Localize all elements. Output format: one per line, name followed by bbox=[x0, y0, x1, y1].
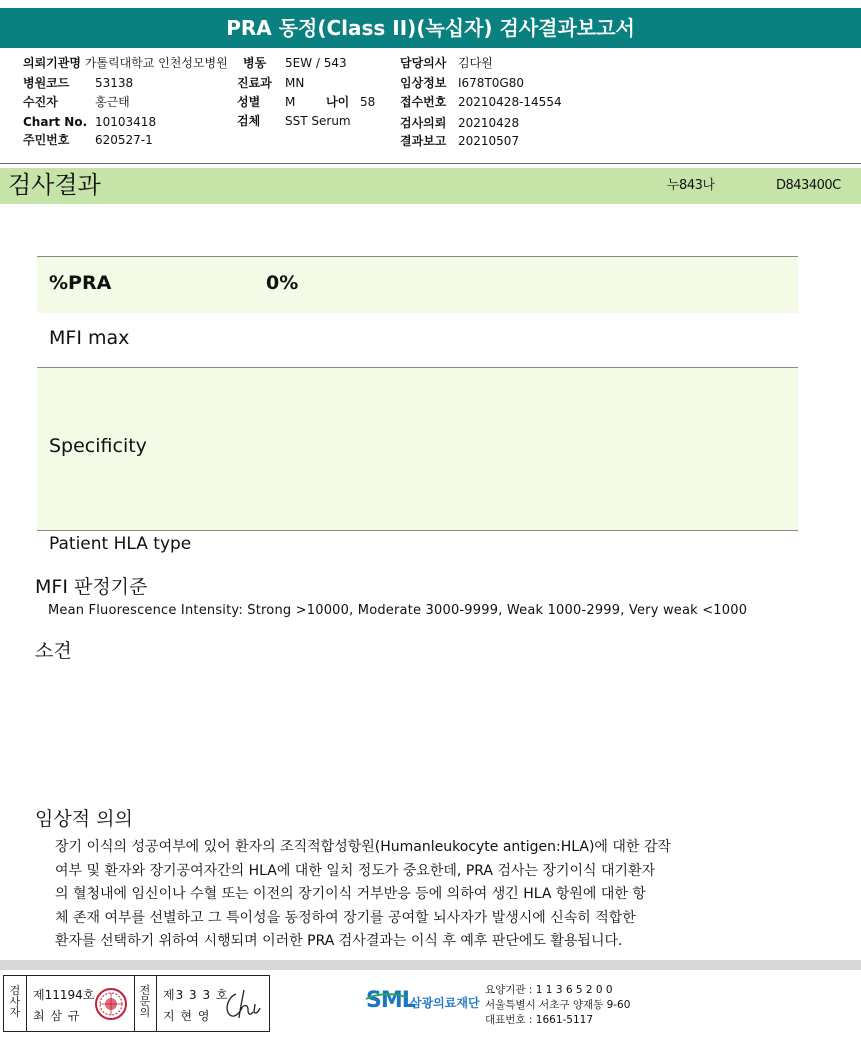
hla-type-label: Patient HLA type bbox=[49, 534, 192, 554]
result-bar bbox=[0, 168, 861, 204]
signature-box bbox=[3, 975, 270, 1032]
mfi-criteria-text: Mean Fluorescence Intensity: Strong >10000, Moderate 3000-9999, Weak 1000-2999, Very weak <1000 bbox=[48, 603, 748, 618]
info-resident-no: 주민번호 620527-1 bbox=[23, 133, 153, 147]
specialist-license-no: 제3 3 3 호 bbox=[163, 988, 229, 1002]
table-row-hla-type bbox=[37, 531, 798, 557]
info-receipt-no: 접수번호 20210428-14554 bbox=[400, 95, 562, 109]
mfi-max-label: MFI max bbox=[49, 327, 130, 349]
org-line-address: 서울특별시 서초구 양재동 9-60 bbox=[485, 999, 631, 1011]
pra-label: %PRA bbox=[49, 272, 112, 294]
footer-band bbox=[0, 960, 861, 970]
sml-swoosh-icon bbox=[364, 986, 408, 994]
header-divider bbox=[0, 163, 861, 164]
examiner-vertical-label: 검 사 자 bbox=[9, 984, 21, 1019]
sml-logo-text: SML bbox=[366, 988, 415, 1013]
result-heading: 검사결과 bbox=[8, 171, 101, 199]
info-patient-name: 수진자 홍근태 bbox=[23, 95, 130, 109]
org-details bbox=[485, 983, 630, 1028]
info-department: 진료과 MN bbox=[237, 76, 305, 90]
clinical-heading: 임상적 의의 bbox=[35, 808, 133, 830]
info-referring-institution: 의뢰기관명 가톨릭대학교 인천성모병원 bbox=[23, 56, 228, 70]
clinical-line: 장기 이식의 성공여부에 있어 환자의 조직적합성항원(Humanleukocyte antigen:HLA)에 대한 감작 bbox=[55, 839, 671, 855]
handwritten-signature bbox=[222, 986, 264, 1022]
pra-value: 0% bbox=[266, 272, 299, 294]
clinical-line: 의 혈청내에 임신이나 수혈 또는 이전의 장기이식 거부반응 등에 의하여 생긴 HLA 항원에 대한 항 bbox=[55, 886, 646, 902]
org-name: 삼광의료재단 bbox=[410, 996, 480, 1010]
specialist-name: 지 현 영 bbox=[163, 1009, 211, 1023]
org-line-phone: 대표번호 : 1661-5117 bbox=[485, 1014, 594, 1026]
table-row-specificity bbox=[37, 368, 798, 531]
info-chart-no: Chart No. 10103418 bbox=[23, 115, 157, 129]
opinion-heading: 소견 bbox=[35, 640, 72, 662]
result-code-2: D843400C bbox=[776, 178, 841, 193]
specificity-label: Specificity bbox=[49, 435, 147, 457]
clinical-line: 체 존재 여부를 선별하고 그 특이성을 동정하여 장기를 공여할 뇌사자가 발생시에 신속히 적합한 bbox=[55, 909, 636, 926]
specialist-vertical-label: 전 문 의 bbox=[139, 984, 151, 1019]
info-specimen: 검체 SST Serum bbox=[237, 114, 351, 128]
info-request-date: 검사의뢰 20210428 bbox=[400, 116, 520, 130]
clinical-line: 환자를 선택하기 위하여 시행되며 이러한 PRA 검사결과는 이식 후 예후 판단에도 활용됩니다. bbox=[55, 933, 623, 949]
examiner-license-no: 제11194호 bbox=[33, 988, 95, 1002]
table-row-pra bbox=[37, 256, 798, 314]
info-sex: 성별 M bbox=[237, 95, 296, 109]
mfi-criteria-heading: MFI 판정기준 bbox=[35, 576, 148, 598]
report-title: PRA 동정(Class II)(녹십자) 검사결과보고서 bbox=[0, 8, 861, 48]
info-hospital-code: 병원코드 53138 bbox=[23, 76, 134, 90]
table-row-mfi-max bbox=[37, 313, 798, 368]
result-code-1: 누843나 bbox=[667, 178, 715, 193]
info-physician: 담당의사 김다원 bbox=[400, 56, 493, 70]
org-line-code: 요양기관 : 1 1 3 6 5 2 0 0 bbox=[485, 984, 613, 996]
clinical-paragraph bbox=[55, 836, 800, 954]
info-ward: 병동 5EW / 543 bbox=[243, 56, 347, 70]
clinical-line: 여부 및 환자와 장기공여자간의 HLA에 대한 일치 정도가 중요한데, PRA 검사는 장기이식 대기환자 bbox=[55, 862, 656, 879]
info-report-date: 결과보고 20210507 bbox=[400, 134, 520, 148]
info-clinical-info: 임상정보 I678T0G80 bbox=[400, 76, 524, 90]
info-age: 나이 58 bbox=[326, 95, 376, 109]
examiner-name: 최 삼 규 bbox=[33, 1009, 81, 1023]
official-seal-icon bbox=[94, 987, 128, 1021]
